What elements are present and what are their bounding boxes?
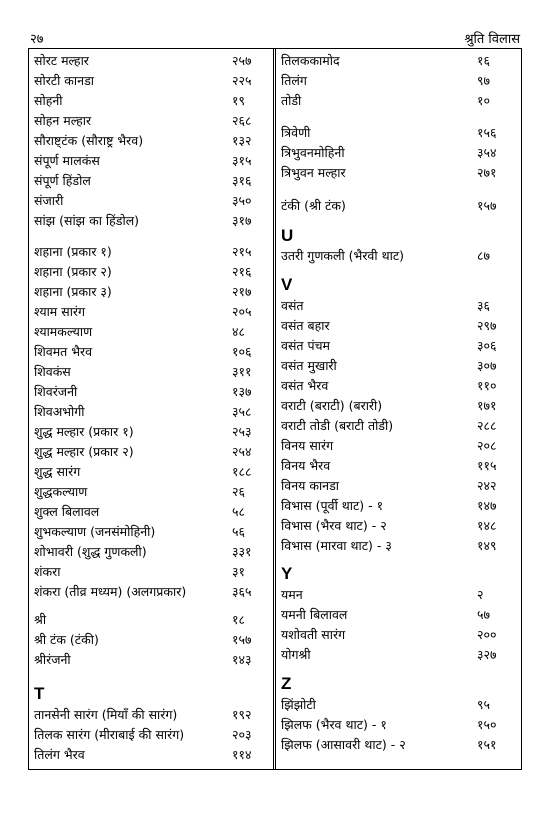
page-ref: ३१७ [232, 213, 252, 228]
raga-name: विनय सारंग [281, 438, 334, 453]
index-entry [281, 605, 517, 625]
raga-name: शहाना (प्रकार ३) [34, 284, 112, 299]
raga-name: तिलककामोद [281, 53, 340, 68]
raga-name: झिंझोटी [281, 697, 316, 712]
section-letter: U [281, 226, 294, 245]
raga-name: संजारी [34, 193, 64, 208]
index-entry [34, 705, 267, 725]
index-entry [34, 542, 267, 562]
raga-name: शिवमत भैरव [34, 344, 93, 359]
page-ref: १५७ [232, 632, 252, 647]
raga-name: वसंत [281, 298, 304, 313]
raga-name: शिवअभोगी [34, 404, 85, 419]
raga-name: त्रिभुवन मल्हार [281, 165, 346, 180]
raga-name: संपूर्ण हिंडोल [34, 173, 91, 188]
index-entry [34, 91, 267, 111]
section-letter: T [34, 684, 45, 703]
raga-name: शुद्ध मल्हार (प्रकार १) [34, 424, 134, 439]
page-ref: ३२७ [477, 647, 497, 662]
index-entry [281, 91, 517, 111]
page-ref: १५६ [477, 125, 497, 140]
raga-name: टंकी (श्री टंक) [281, 198, 346, 213]
page-ref: २२५ [232, 73, 252, 88]
page-header [28, 28, 522, 49]
index-entry [281, 436, 517, 456]
index-entry [281, 625, 517, 645]
page-ref: ३६५ [232, 584, 252, 599]
raga-name: विभास (भैरव थाट) - २ [281, 518, 387, 533]
index-entry [281, 296, 517, 316]
raga-name: सोहन मल्हार [34, 113, 92, 128]
page-ref: २६८ [232, 113, 252, 128]
index-entry [281, 715, 517, 735]
index-entry [34, 191, 267, 211]
index-table [28, 49, 522, 770]
section-letter: Y [281, 564, 293, 583]
raga-name: यशोवती सारंग [281, 627, 346, 642]
index-entry [34, 462, 267, 482]
page-ref: २०५ [232, 304, 252, 319]
index-entry [34, 151, 267, 171]
index-entry [34, 725, 267, 745]
raga-name: श्याम सारंग [34, 304, 86, 319]
index-entry [34, 322, 267, 342]
page-ref: ५७ [477, 607, 491, 622]
raga-name: तिलक सारंग (मीराबाई की सारंग) [34, 727, 185, 742]
raga-name: शंकरा (तीव्र मध्यम) (अलगप्रकार) [34, 584, 187, 599]
page-ref: २६ [232, 484, 246, 499]
index-entry [34, 242, 267, 262]
page-ref: ३१ [232, 564, 246, 579]
page-ref: १९२ [232, 707, 252, 722]
index-entry [34, 562, 267, 582]
page-ref: ९७ [477, 73, 491, 88]
raga-name: सांझ (सांझ का हिंडोल) [34, 213, 140, 228]
index-entry [34, 650, 267, 670]
index-entry [34, 442, 267, 462]
page-ref: ३०७ [477, 358, 497, 373]
page-ref: ३५० [232, 193, 252, 208]
page-ref: १९ [232, 93, 246, 108]
raga-name: वसंत बहार [281, 318, 330, 333]
index-entry [281, 316, 517, 336]
raga-name: विनय भैरव [281, 458, 331, 473]
section-letter: Z [281, 674, 292, 693]
index-entry [281, 123, 517, 143]
page-ref: ५८ [232, 504, 246, 519]
raga-name: झिलफ (भैरव थाट) - १ [281, 717, 387, 732]
index-entry [34, 302, 267, 322]
raga-name: श्री टंक (टंकी) [34, 632, 99, 647]
page-ref: १५७ [477, 198, 497, 213]
index-entry [281, 516, 517, 536]
raga-name: वराटी (बराटी) (बरारी) [281, 398, 383, 413]
raga-name: सोरट मल्हार [34, 53, 89, 68]
index-entry [34, 482, 267, 502]
index-entry [281, 645, 517, 665]
raga-name: तिलंग भैरव [34, 747, 85, 762]
index-entry [281, 143, 517, 163]
page-ref: १० [477, 93, 491, 108]
index-entry [34, 51, 267, 71]
page-number: २७ [30, 32, 44, 47]
page-ref: ३१६ [232, 173, 252, 188]
raga-name: शिवकंस [34, 364, 71, 379]
raga-name: विभास (मारवा थाट) - ३ [281, 538, 392, 553]
index-entry [34, 522, 267, 542]
index-entry [281, 536, 517, 556]
index-entry [34, 610, 267, 630]
page-ref: १४९ [477, 538, 497, 553]
page-ref: ३०६ [477, 338, 497, 353]
raga-name: त्रिभुवनमोहिनी [281, 145, 345, 160]
raga-name: शुद्धकल्याण [34, 484, 88, 499]
raga-name: यमनी बिलावल [281, 607, 348, 622]
index-entry [34, 630, 267, 650]
page-ref: १७१ [477, 398, 497, 413]
raga-name: सोरटी कानडा [34, 73, 95, 88]
index-entry [281, 735, 517, 755]
page-ref: १०६ [232, 344, 252, 359]
page-ref: १४८ [477, 518, 497, 533]
page-ref: २४२ [477, 478, 497, 493]
index-entry [281, 376, 517, 396]
index-entry [281, 416, 517, 436]
page-ref: ३५८ [232, 404, 252, 419]
raga-name: उतरी गुणकली (भैरवी थाट) [281, 248, 404, 263]
index-entry [34, 382, 267, 402]
raga-name: त्रिवेणी [281, 125, 311, 140]
raga-name: शहाना (प्रकार २) [34, 264, 112, 279]
page-ref: २१५ [232, 244, 252, 259]
raga-name: वसंत भैरव [281, 378, 329, 393]
page-ref: ११४ [232, 747, 252, 762]
index-entry [281, 456, 517, 476]
index-entry [34, 71, 267, 91]
page-ref: २०८ [477, 438, 497, 453]
page-ref: ११५ [477, 458, 497, 473]
page-ref: १३२ [232, 133, 252, 148]
index-entry [34, 282, 267, 302]
raga-name: श्यामकल्याण [34, 324, 93, 339]
raga-name: श्रीरंजनी [34, 652, 71, 667]
index-entry [281, 356, 517, 376]
index-entry [34, 171, 267, 191]
raga-name: संपूर्ण मालकंस [34, 153, 100, 168]
page-ref: ३६ [477, 298, 491, 313]
index-entry [281, 585, 517, 605]
page-ref: २ [477, 587, 484, 602]
index-entry [34, 211, 267, 231]
raga-name: झिलफ (आसावरी थाट) - २ [281, 737, 406, 752]
raga-name: विभास (पूर्वी थाट) - १ [281, 498, 384, 513]
index-entry [281, 695, 517, 715]
index-entry [34, 111, 267, 131]
page-ref: २१६ [232, 264, 252, 279]
raga-name: शंकरा [34, 564, 61, 579]
index-entry [281, 396, 517, 416]
index-entry [281, 476, 517, 496]
page-ref: ४८ [232, 324, 246, 339]
raga-name: यमन [281, 587, 303, 602]
raga-name: सोहनी [34, 93, 63, 108]
page-ref: ३१५ [232, 153, 252, 168]
page-ref: २७१ [477, 165, 497, 180]
raga-name: शुभकल्याण (जनसंमोहिनी) [34, 524, 156, 539]
page-ref: २८८ [477, 418, 497, 433]
raga-name: योगश्री [281, 647, 311, 662]
page-ref: ३११ [232, 364, 252, 379]
page-ref: ९५ [477, 697, 491, 712]
index-entry [34, 502, 267, 522]
page-ref: ११० [477, 378, 497, 393]
page-ref: १३७ [232, 384, 252, 399]
page-ref: ५६ [232, 524, 246, 539]
raga-name: शोभावरी (शुद्ध गुणकली) [34, 544, 147, 559]
index-entry [34, 582, 267, 602]
index-entry [281, 496, 517, 516]
raga-name: तोडी [281, 93, 302, 108]
index-entry [34, 342, 267, 362]
section-letter: V [281, 275, 293, 294]
page-ref: ३५४ [477, 145, 497, 160]
raga-name: श्री [34, 612, 47, 627]
page-ref: २०३ [232, 727, 252, 742]
raga-name: तानसेनी सारंग (मियाँ की सारंग) [34, 707, 178, 722]
page-ref: १६ [477, 53, 491, 68]
index-entry [34, 745, 267, 765]
raga-name: वसंत मुखारी [281, 358, 337, 373]
index-entry [281, 246, 517, 266]
index-entry [34, 362, 267, 382]
page-ref: ३३१ [232, 544, 252, 559]
page-ref: २५४ [232, 444, 252, 459]
raga-name: तिलंग [281, 73, 307, 88]
index-entry [281, 71, 517, 91]
page-ref: २१७ [232, 284, 252, 299]
index-entry [34, 262, 267, 282]
page-ref: १५० [477, 717, 497, 732]
page-ref: १५१ [477, 737, 497, 752]
page-ref: २९७ [477, 318, 497, 333]
index-entry [34, 422, 267, 442]
page-ref: १४७ [477, 498, 497, 513]
raga-name: शहाना (प्रकार १) [34, 244, 112, 259]
page-ref: १४३ [232, 652, 252, 667]
index-entry [281, 196, 517, 216]
page-ref: १८८ [232, 464, 252, 479]
page-ref: २०० [477, 627, 497, 642]
index-entry [281, 336, 517, 356]
index-entry [281, 163, 517, 183]
raga-name: शुक्ल बिलावल [34, 504, 100, 519]
raga-name: शिवरंजनी [34, 384, 78, 399]
raga-name: वराटी तोडी (बराटी तोडी) [281, 418, 394, 433]
page-ref: २५३ [232, 424, 252, 439]
index-entry [34, 131, 267, 151]
book-title: श्रुति विलास [464, 32, 520, 47]
page-ref: ८७ [477, 248, 491, 263]
column-divider [273, 49, 276, 769]
page-ref: १८ [232, 612, 246, 627]
raga-name: सौराष्ट्टंक (सौराष्ट्र भैरव) [34, 133, 144, 148]
raga-name: शुद्ध मल्हार (प्रकार २) [34, 444, 134, 459]
raga-name: विनय कानडा [281, 478, 340, 493]
raga-name: वसंत पंचम [281, 338, 331, 353]
raga-name: शुद्ध सारंग [34, 464, 81, 479]
index-entry [281, 51, 517, 71]
index-entry [34, 402, 267, 422]
page-ref: २५७ [232, 53, 252, 68]
